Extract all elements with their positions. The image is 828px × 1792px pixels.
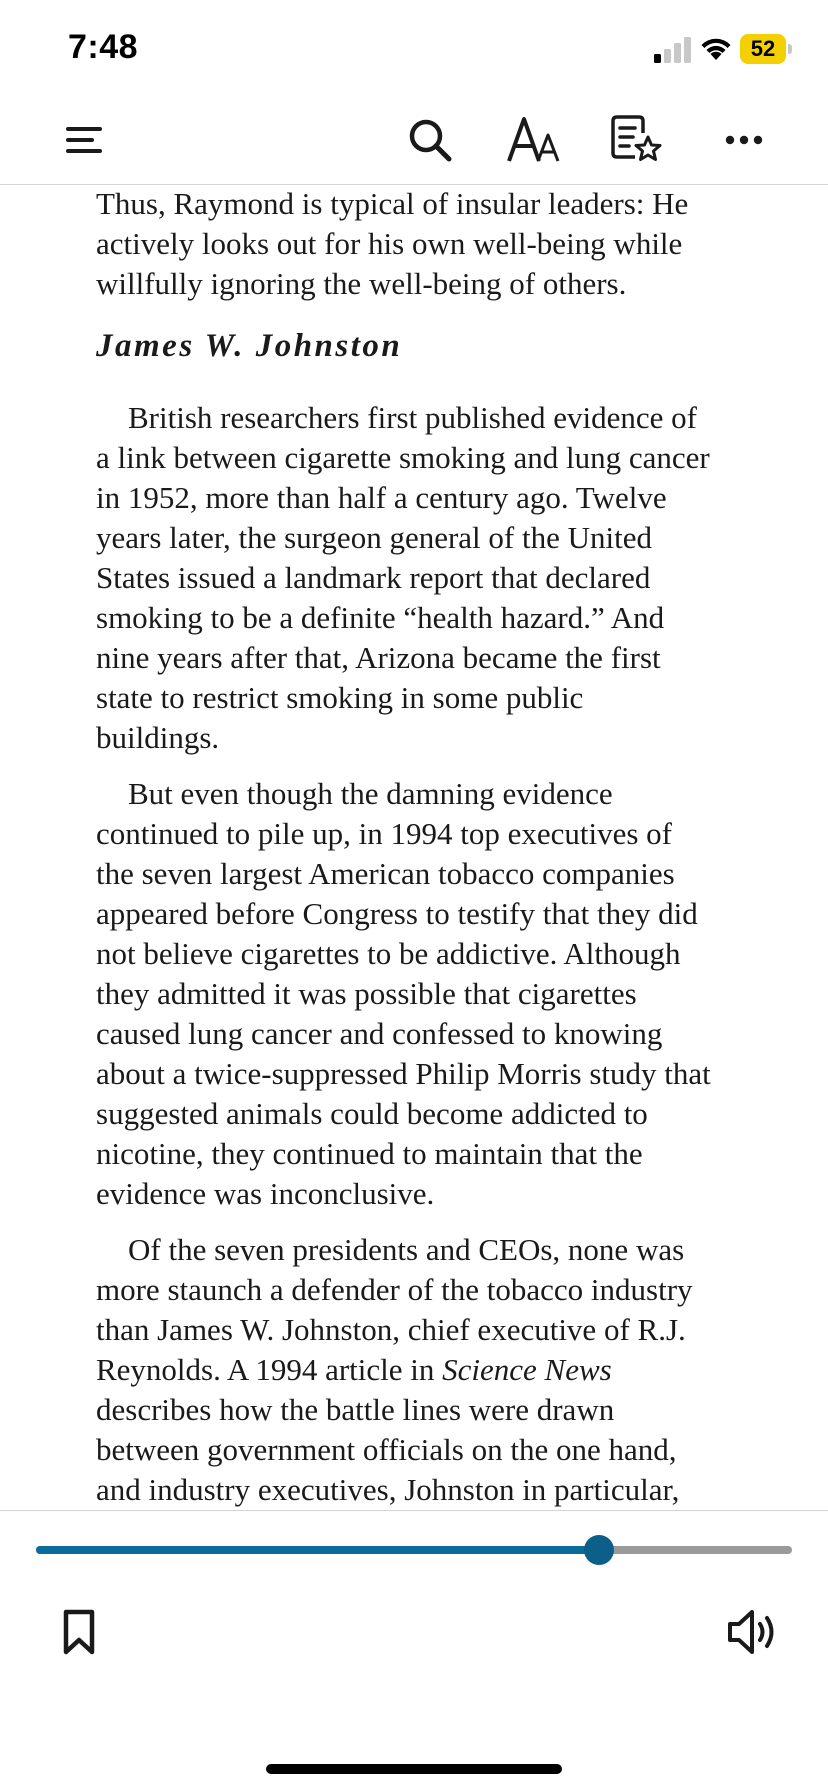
- cellular-signal-icon: [652, 36, 692, 64]
- status-bar: [0, 0, 828, 100]
- text-line: caused lung cancer and confessed to knowing: [96, 1016, 663, 1051]
- battery-level: 52: [750, 36, 776, 61]
- text-line: a link between cigarette smoking and lung cancer: [96, 440, 710, 475]
- text-line: nine years after that, Arizona became the first: [96, 640, 661, 675]
- menu-icon[interactable]: [54, 110, 114, 170]
- text-line: describes how the battle lines were drawn: [96, 1392, 615, 1427]
- text-line: continued to pile up, in 1994 top executives of: [96, 816, 672, 851]
- home-indicator: [266, 1764, 562, 1774]
- text-line: than James W. Johnston, chief executive of R.J.: [96, 1312, 686, 1347]
- text-line: years later, the surgeon general of the United: [96, 520, 652, 555]
- progress-fill: [36, 1546, 599, 1554]
- italic-title: Science News: [442, 1352, 612, 1387]
- text-line: Of the seven presidents and CEOs, none was: [128, 1232, 685, 1267]
- progress-thumb[interactable]: [584, 1535, 614, 1565]
- more-icon[interactable]: [714, 110, 774, 170]
- text-line: suggested animals could become addicted to: [96, 1096, 648, 1131]
- section-heading: James W. Johnston: [96, 328, 403, 364]
- paragraph: [96, 184, 746, 304]
- bottom-divider: [0, 1510, 828, 1511]
- battery-cap: [788, 44, 792, 54]
- paragraph: [96, 398, 746, 758]
- text-line: British researchers first published evidence of: [128, 400, 698, 435]
- book-page-content: [96, 184, 746, 1510]
- text-line: actively looks out for his own well-being while: [96, 226, 683, 261]
- font-size-icon[interactable]: [504, 110, 564, 170]
- text-line: appeared before Congress to testify that they did: [96, 896, 698, 931]
- search-icon[interactable]: [400, 110, 460, 170]
- reader-toolbar: [0, 100, 828, 185]
- text-line: the seven largest American tobacco companies: [96, 856, 675, 891]
- text-line: evidence was inconclusive.: [96, 1176, 435, 1211]
- paragraph: [96, 774, 746, 1214]
- battery-icon: [740, 34, 792, 64]
- text-line: nicotine, they continued to maintain that the: [96, 1136, 643, 1171]
- text-line: smoking to be a definite “health hazard.” And: [96, 600, 665, 635]
- text-line: But even though the damning evidence: [128, 776, 613, 811]
- notes-icon[interactable]: [606, 110, 666, 170]
- status-time: 7:48: [68, 28, 139, 66]
- reading-progress-slider[interactable]: [36, 1546, 792, 1554]
- text-line: they admitted it was possible that cigarettes: [96, 976, 637, 1011]
- text-line: willfully ignoring the well-being of others.: [96, 266, 627, 301]
- speaker-icon[interactable]: [722, 1604, 782, 1660]
- text-line: Thus, Raymond is typical of insular leaders: He: [96, 186, 689, 221]
- text-line: about a twice-suppressed Philip Morris study that: [96, 1056, 711, 1091]
- text-line: between government officials on the one hand,: [96, 1432, 677, 1467]
- text-line: [96, 1350, 746, 1390]
- text-line: in 1952, more than half a century ago. Twelve: [96, 480, 667, 515]
- wifi-icon: [698, 34, 734, 62]
- paragraph: [96, 1230, 746, 1510]
- text-line: more staunch a defender of the tobacco industry: [96, 1272, 693, 1307]
- text-line: buildings.: [96, 720, 220, 755]
- text-segment: Reynolds. A 1994 article in: [96, 1352, 443, 1387]
- text-line: state to restrict smoking in some public: [96, 680, 584, 715]
- bookmark-icon[interactable]: [54, 1604, 104, 1660]
- text-line: and industry executives, Johnston in particular,: [96, 1472, 680, 1507]
- text-line: not believe cigarettes to be addictive. Although: [96, 936, 681, 971]
- text-line: States issued a landmark report that declared: [96, 560, 651, 595]
